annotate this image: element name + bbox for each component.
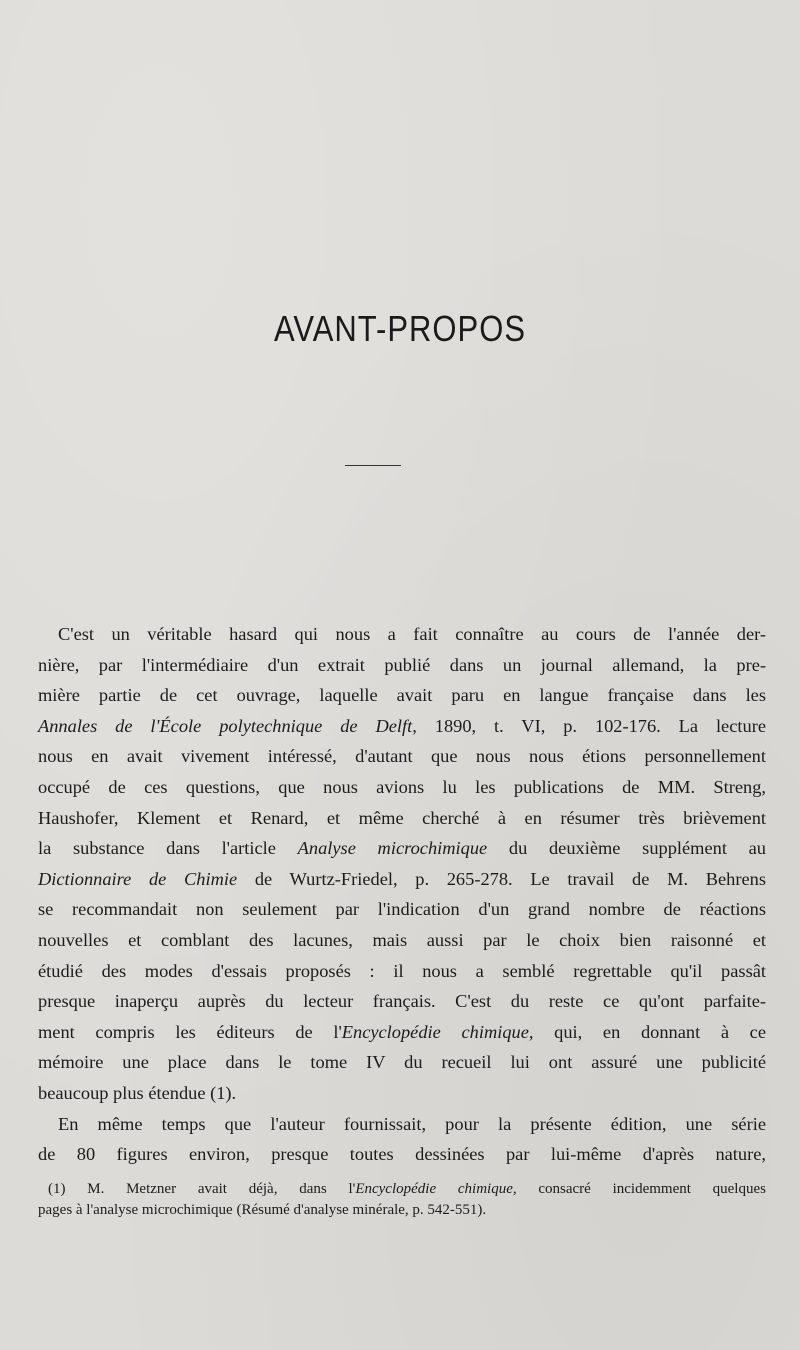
text-segment: ment compris les éditeurs de l': [38, 1021, 342, 1042]
text-line: mémoire une place dans le tome IV du recueil lui ont assuré une publicité: [38, 1052, 766, 1073]
footnote-line: [38, 1179, 766, 1200]
page-title: AVANT-PROPOS: [273, 308, 526, 350]
text-segment: consacré incidemment quelques: [516, 1181, 766, 1197]
text-line: occupé de ces questions, que nous avions lu les publications de MM. Streng,: [38, 776, 766, 797]
text-line: [38, 1017, 766, 1048]
text-line: Haushofer, Klement et Renard, et même cherché à en résumer très brièvement: [38, 807, 766, 828]
text-segment: qui, en donnant à ce: [533, 1021, 767, 1042]
text-line: mière partie de cet ouvrage, laquelle avait paru en langue française dans les: [38, 685, 766, 706]
text-line: de 80 figures environ, presque toutes dessinées par lui-même d'après nature,: [38, 1144, 766, 1165]
text-line: En même temps que l'auteur fournissait, pour la présente édition, une série: [58, 1113, 766, 1134]
article-title: Analyse microchimique: [297, 838, 488, 859]
footnote: [38, 1179, 766, 1221]
text-line: se recommandait non seulement par l'indication d'un grand nombre de réactions: [38, 899, 766, 920]
text-line: [38, 833, 766, 864]
text-line: nière, par l'intermédiaire d'un extrait publié dans un journal allemand, la pre-: [38, 654, 766, 675]
text-line: [38, 864, 766, 895]
journal-title: Annales de l'École polytechnique de Delft,: [38, 715, 417, 736]
text-line: C'est un véritable hasard qui nous a fait connaître au cours de l'année der-: [58, 624, 766, 644]
text-line: [38, 711, 766, 742]
encyclopedia-title: Encyclopédie chimique,: [341, 1021, 534, 1042]
dictionary-title: Dictionnaire de Chimie: [38, 868, 238, 889]
footnote-line: pages à l'analyse microchimique (Résumé d'analyse minérale, p. 542-551).: [38, 1202, 487, 1218]
encyclopedia-title: Encyclopédie chimique,: [355, 1181, 517, 1197]
text-line: étudié des modes d'essais proposés : il nous a semblé regrettable qu'il passât: [38, 960, 766, 981]
text-segment: la substance dans l'article: [38, 838, 298, 859]
body-text: [38, 619, 766, 1170]
text-segment: 1890, t. VI, p. 102-176. La lecture: [416, 715, 766, 736]
text-line: presque inaperçu auprès du lecteur français. C'est du reste ce qu'ont parfaite-: [38, 991, 766, 1012]
text-segment: (1) M. Metzner avait déjà, dans l': [48, 1181, 356, 1197]
text-line: nous en avait vivement intéressé, d'autant que nous nous étions personnellement: [38, 746, 766, 767]
title-divider: [345, 465, 401, 466]
text-line: nouvelles et comblant des lacunes, mais aussi par le choix bien raisonné et: [38, 929, 766, 950]
text-segment: de Wurtz-Friedel, p. 265-278. Le travail de M. Behrens: [237, 868, 766, 889]
text-line: beaucoup plus étendue (1).: [38, 1082, 237, 1103]
text-segment: du deuxième supplément au: [487, 838, 766, 859]
